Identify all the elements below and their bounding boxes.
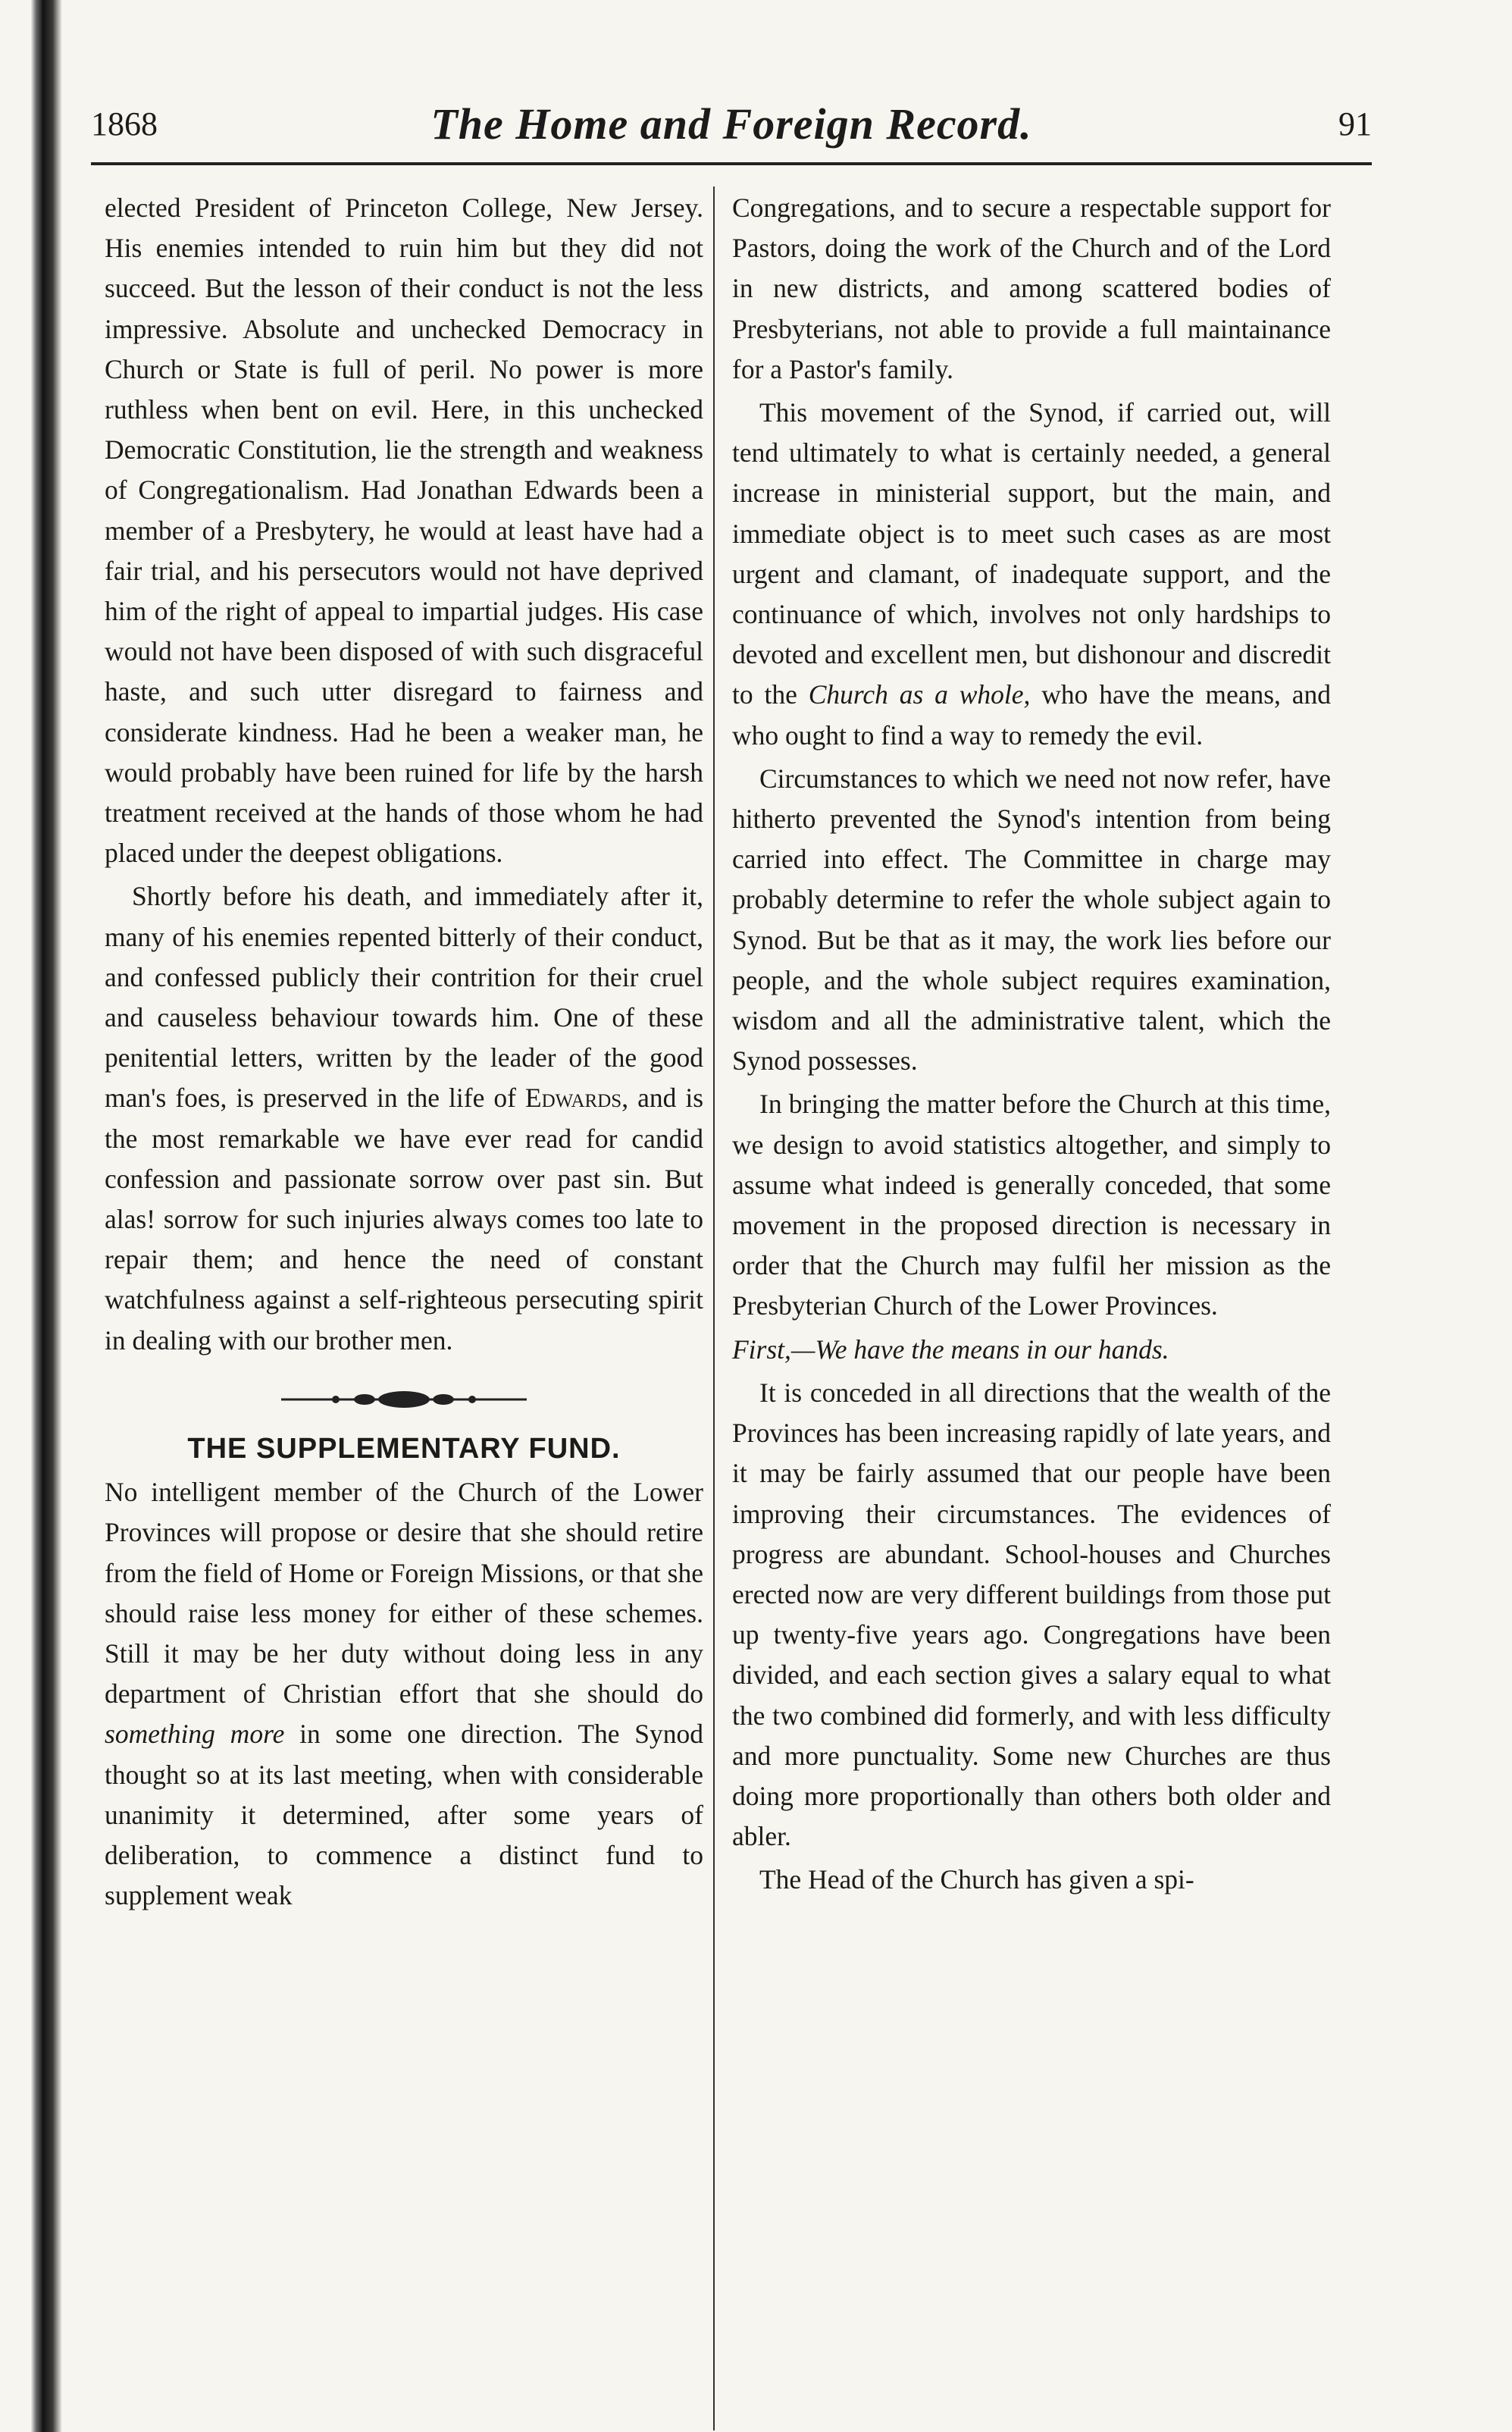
- page-header: [91, 97, 1372, 158]
- paragraph: No intelligent member of the Church of the Lower Provinces will propose or desire that she should retire from the field of Home or Foreign Missions, or that she should raise less money for either of these schemes. Still it may be her duty without doing less in any department of Christian effort that she should do something more in some one direction. The Synod thought so at its last meeting, when with considerable unanimity it determined, after some years of deliberation, to commence a distinct fund to supplement weak: [105, 1477, 704, 1911]
- subheading: First,—We have the means in our hands.: [732, 1334, 1169, 1365]
- paragraph: Congregations, and to secure a respectable support for Pastors, doing the work of the Church and of the Lord in new districts, and among scattered bodies of Presbyterians, not able to provide a full maintainance for a Pastor's family.: [732, 193, 1331, 384]
- paragraph: It is conceded in all directions that the wealth of the Provinces has been increasing rapidly of late years, and it may be fairly assumed that our people have been improving their circumstances. The evidences of progress are abundant. School-houses and Churches erected now are very different buildings from those put up twenty-five years ago. Congregations have been divided, and each section gives a salary equal to what the two combined did formerly, and with less difficulty and more punctuality. Some new Churches are thus doing more proportionally than others both older and abler.: [732, 1377, 1331, 1852]
- ornament-divider-icon: [105, 1384, 703, 1409]
- paragraph: The Head of the Church has given a spi-: [759, 1864, 1194, 1895]
- paragraph: Circumstances to which we need not now refer, have hitherto prevented the Synod's intention from being carried into effect. The Committee in charge may probably determine to refer the whole subject again to Synod. But be that as it may, the work lies before our people, and the whole subject requires examination, wisdom and all the administrative talent, which the Synod possesses.: [732, 763, 1331, 1077]
- column-divider: [713, 186, 715, 2430]
- emphasis: something more: [105, 1719, 285, 1750]
- paragraph: Shortly before his death, and immediately after it, many of his enemies repented bitterly of their conduct, and confessed publicly their contrition for their cruel and causeless behaviour towards him. One of these penitential letters, written by the leader of the good man's foes, is preserved in the life of Edwards, and is the most remarkable we have ever read for candid confession and passionate sorrow over past sin. But alas! sorrow for such injuries always comes too late to repair them; and hence the need of constant watchfulness against a self-righteous persecuting spirit in dealing with our brother men.: [105, 881, 704, 1355]
- journal-title: The Home and Foreign Record.: [430, 99, 1032, 149]
- emphasis: Church as a whole,: [808, 679, 1031, 710]
- paragraph: In bringing the matter before the Church at this time, we design to avoid statistics altogether, and simply to assume what indeed is generally conceded, that some movement in the proposed direction is necessary in order that the Church may fulfil her mission as the Presbyterian Church of the Lower Provinces.: [732, 1089, 1331, 1321]
- header-year: 1868: [91, 105, 158, 143]
- page-number: 91: [1338, 105, 1372, 143]
- book-spine-shadow: [30, 0, 62, 2432]
- name-edwards: Edwards: [524, 1083, 622, 1114]
- header-rule: [91, 162, 1372, 165]
- left-column: [105, 188, 703, 1919]
- right-column: [732, 188, 1331, 1904]
- paragraph: This movement of the Synod, if carried out, will tend ultimately to what is certainly needed, a general increase in ministerial support, but the main, and immediate object is to meet such cases as are most urgent and clamant, of inadequate support, and the continuance of which, involves not only hardships to devoted and excellent men, but dishonour and discredit to the Church as a whole, who have the means, and who ought to find a way to remedy the evil.: [732, 397, 1332, 751]
- paragraph: elected President of Princeton College, New Jersey. His enemies intended to ruin him but they did not succeed. But the lesson of their conduct is not the less impressive. Absolute and unchecked Democracy in Church or State is full of peril. No power is more ruthless when bent on evil. Here, in this unchecked Democratic Constitution, lie the strength and weakness of Congregationalism. Had Jonathan Edwards been a member of a Presbytery, he would at least have had a fair trial, and his persecutors would not have deprived him of the right of appeal to impartial judges. His case would not have been disposed of with such disgraceful haste, and such utter disregard to fairness and considerate kindness. Had he been a weaker man, he would probably have been ruined for life by the harsh treatment received at the hands of those whom he had placed under the deepest obligations.: [105, 193, 703, 869]
- section-title: THE SUPPLEMENTARY FUND.: [187, 1432, 621, 1465]
